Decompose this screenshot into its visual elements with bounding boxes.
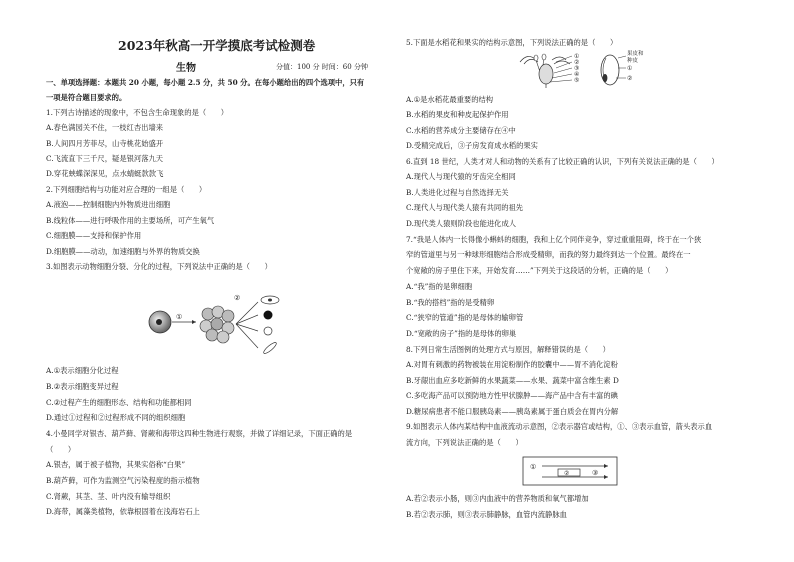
- blood-flow-figure: [522, 456, 618, 486]
- q7-option-d: D.“宽敞的房子”指的是母体的卵巢: [406, 329, 517, 338]
- q4-option-b: B.葫芦藓，可作为监测空气污染程度的指示植物: [46, 476, 200, 485]
- q6-option-c: C.现代人与现代类人猿有共同的祖先: [406, 203, 524, 212]
- q2-option-c: C.细胞膜——支持和保护作用: [46, 231, 142, 240]
- q5-option-d: D.受精完成后，③子房发育成水稻的果实: [406, 141, 538, 150]
- section-heading-cont: 一项是符合题目要求的。: [46, 93, 127, 102]
- question-7: 7.“我是人体内一长得像小蝌蚪的细胞，我和上亿个同伴竞争，穿过重重阻碍，终于在一个狭: [406, 235, 702, 244]
- fig5-label-2: ②: [574, 59, 580, 66]
- fig3-label-2: ②: [234, 294, 241, 302]
- q9-option-b: B.若②表示肺，则③表示肺静脉，血管内流静脉血: [406, 510, 567, 519]
- q9-option-a: A.若②表示小肠，则③内血液中的营养物质和氧气都增加: [406, 494, 589, 503]
- q5-option-b: B.水稻的果皮和种皮起保护作用: [406, 110, 509, 119]
- fig5-fruit-label-3: ①: [627, 65, 633, 72]
- q5-option-c: C.水稻的营养成分主要储存在④中: [406, 126, 516, 135]
- q2-option-a: A.液泡——控制细胞内外物质进出细胞: [46, 200, 171, 209]
- q4-option-a: A.银杏，属于被子植物，其果实俗称“白果”: [46, 460, 186, 469]
- q3-option-c: C.②过程产生的细胞形态、结构和功能都相同: [46, 398, 192, 407]
- q6-option-b: B.人类进化过程与自然选择无关: [406, 188, 509, 197]
- q7-option-b: B.“我的搭档”指的是受精卵: [406, 298, 495, 307]
- question-7-cont-2: 个宽敞的房子里住下来，开始发育……”下列关于这段话的分析，正确的是（ ）: [406, 266, 673, 275]
- q7-option-a: A.“我”指的是卵细胞: [406, 282, 473, 291]
- fig5-fruit-label-4: ②: [627, 75, 633, 82]
- q8-option-a: A.对胃有刺激的药物被装在用淀粉制作的胶囊中——胃不消化淀粉: [406, 360, 618, 369]
- q3-option-a: A.①表示细胞分化过程: [46, 366, 119, 375]
- fig3-label-1: ①: [176, 313, 183, 321]
- fig5-label-4: ④: [574, 71, 580, 78]
- q2-option-b: B.线粒体——进行呼吸作用的主要场所，可产生氧气: [46, 216, 215, 225]
- left-column: [46, 0, 406, 562]
- score-info: 分值：100 分 时间：60 分钟: [276, 63, 368, 71]
- fig5-fruit-label-2: 种皮: [627, 58, 639, 64]
- question-6: 6.直到 18 世纪，人类才对人和动物的关系有了比较正确的认识，下列有关说法正确的是（ ）: [406, 157, 719, 166]
- q3-option-d: D.通过①过程和②过程形成不同的组织细胞: [46, 413, 186, 422]
- exam-title: 2023年秋高一开学摸底考试检测卷: [118, 38, 316, 53]
- q7-option-c: C.“狭窄的管道”指的是母体的输卵管: [406, 313, 524, 322]
- q3-option-b: B.②表示细胞变异过程: [46, 382, 119, 391]
- fig5-label-3: ③: [574, 65, 580, 72]
- q6-option-d: D.现代类人猿则阶段也能进化成人: [406, 219, 517, 228]
- cell-cluster: [200, 306, 234, 343]
- q1-option-c: C.飞流直下三千尺，疑是银河落九天: [46, 154, 164, 163]
- question-3: 3.如图表示动物细胞分裂、分化的过程，下列说法中正确的是（ ）: [46, 262, 272, 271]
- rice-flower-figure: [514, 48, 664, 88]
- exam-subject: 生物: [176, 63, 196, 74]
- question-7-cont-1: 窄的管道里与另一种球形细胞结合形成受精卵，而我的努力最终到达一个位置。最终在一: [406, 250, 691, 259]
- question-9: 9.如图表示人体内某结构中血液流动示意图，②表示器官或结构，①、③表示血管，箭头表示血: [406, 422, 713, 431]
- q2-option-d: D.细胞膜——动动，加速细胞与外界的物质交换: [46, 247, 200, 256]
- q8-option-d: D.糖尿病患者不能口服胰岛素——胰岛素属于蛋白质会在胃内分解: [406, 407, 619, 416]
- fig5-label-1: ①: [574, 53, 580, 60]
- question-2: 2.下列细胞结构与功能对应合理的一组是（ ）: [46, 185, 207, 194]
- q6-option-a: A.现代人与现代猿的牙齿完全相同: [406, 172, 516, 181]
- cell-division-figure: [146, 282, 296, 362]
- question-8: 8.下列日常生活图例的处理方式与原因，解释错误的是（ ）: [406, 345, 610, 354]
- q1-option-b: B.人间四月芳菲尽，山寺桃花始盛开: [46, 139, 164, 148]
- q1-option-a: A.春色满园关不住，一枝红杏出墙来: [46, 123, 164, 132]
- question-5: 5.下面是水稻花和果实的结构示意图，下列说法正确的是（ ）: [406, 38, 618, 47]
- section-heading: 一、单项选择题：本题共 20 小题，每小题 2.5 分，共 50 分。在每小题给出的四个选项中，只有: [46, 78, 365, 87]
- q5-option-a: A.①是水稻花最重要的结构: [406, 95, 494, 104]
- q4-option-d: D.海带，属藻类植物，依靠根固着在浅海岩石上: [46, 507, 200, 516]
- q4-option-c: C.肾蕨，其茎、茎、叶内没有输导组织: [46, 492, 171, 501]
- question-4-cont: （ ）: [46, 445, 76, 454]
- question-1: 1.下列古诗描述的现象中，不包含生命现象的是（ ）: [46, 108, 229, 117]
- fig5-fruit-label-1: 果皮和: [627, 51, 644, 57]
- question-4: 4.小曼同学对银杏、葫芦藓、肾蕨和海带这四种生物进行观察，并做了详细记录，下面正确的是: [46, 429, 353, 438]
- q8-option-b: B.牙龈出血应多吃新鲜的水果蔬菜——水果、蔬菜中富含维生素 D: [406, 376, 619, 385]
- fig5-label-5: ⑤: [574, 77, 580, 84]
- fig9-label-1: ①: [530, 463, 537, 471]
- q1-option-d: D.穿花蛱蝶深深见，点水蜻蜓款款飞: [46, 169, 164, 178]
- right-column: [406, 0, 766, 562]
- question-9-cont: 流方向，下列说法正确的是（ ）: [406, 438, 523, 447]
- fig9-label-2: ②: [564, 470, 570, 477]
- q8-option-c: C.多吃海产品可以预防地方性甲状腺肿——海产品中含有丰富的碘: [406, 391, 618, 400]
- fig9-label-3: ③: [592, 469, 599, 477]
